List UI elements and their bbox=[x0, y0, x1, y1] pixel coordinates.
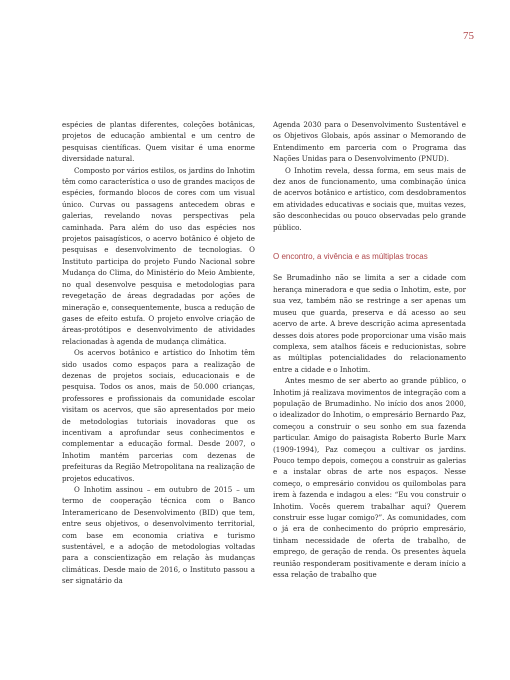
page-number: 75 bbox=[463, 30, 474, 42]
body-paragraph: O Inhotim assinou – em outubro de 2015 – um termo de cooperação técnica com o Banco Interamericano de Desenvolvimento (BID) que tem, entre seus objetivos, o desenvolvimento territorial, com base em economia criativa e turismo sustentável, e a adoção de metodologias voltadas para a conscientização em relação às mudanças climáticas. Desde maio de 2016, o Instituto passou a ser signatário da bbox=[62, 485, 255, 586]
body-paragraph: Composto por vários estilos, os jardins do Inhotim têm como característica o uso de grandes maciços de espécies, formando blocos de cores com um visual único. Curvas ou passagens antecedem obras e galerias, revelando novas perspectivas pela caminhada. Para além do uso das espécies nos projetos paisagísticos, o acervo botânico é objeto de pesquisas e desenvolvimento de tecnologias. O Instituto participa do projeto Fundo Nacional sobre Mudança do Clima, do Ministério do Meio Ambiente, no qual desenvolve pesquisa e metodologias para revegetação de áreas degradadas por ações de mineração e, consequentemente, busca a redução de gases de efeito estufa. O projeto envolve criação de áreas-protótipos e desenvolvimento de atividades relacionadas à agenda de mudança climática. bbox=[62, 165, 255, 346]
section-heading: O encontro, a vivência e as múltiplas trocas bbox=[273, 252, 428, 262]
body-paragraph: O Inhotim revela, dessa forma, em seus mais de dez anos de funcionamento, uma combinação única de acervos botânico e artístico, com desdobramentos em atividades educativas e sociais que, muitas vezes, são desconhecidas ou pouco observadas pelo grande público. bbox=[273, 165, 466, 232]
left-column bbox=[62, 119, 255, 587]
right-column bbox=[273, 119, 466, 580]
body-paragraph: Se Brumadinho não se limita a ser a cidade com herança mineradora e que sedia o Inhotim, este, por sua vez, também não se restringe a ser apenas um museu que guarda, preserva e dá acesso ao seu acervo de arte. A breve descrição acima apresentada desses dois atores pode proporcionar uma visão mais complexa, sem atalhos fáceis e reducionistas, sobre as múltiplas potencialidades do relacionamento entre a cidade e o Inhotim. bbox=[273, 273, 466, 374]
body-paragraph: Agenda 2030 para o Desenvolvimento Sustentável e os Objetivos Globais, após assinar o Memorando de Entendimento em parceria com o Programa das Nações Unidas para o Desenvolvimento (PNUD). bbox=[273, 120, 466, 164]
body-paragraph: Antes mesmo de ser aberto ao grande público, o Inhotim já realizava movimentos de integração com a população de Brumadinho. No início dos anos 2000, o idealizador do Inhotim, o empresário Bernardo Paz, começou a construir o seu sonho em sua fazenda particular. Amigo do paisagista Roberto Burle Marx (1909-1994), Paz começou a cultivar os jardins. Pouco tempo depois, começou a construir as galerias e a instalar obras de arte nos espaços. Nesse começo, o empresário convidou os quilombolas para irem à fazenda e indagou a eles: “Eu vou construir o Inhotim. Vocês querem trabalhar aqui? Querem construir esse lugar comigo?”. As comunidades, com o já era de conhecimento do próprio empresário, tinham necessidade de oferta de trabalho, de emprego, de geração de renda. Os presentes àquela reunião responderam positivamente e deram início a essa relação de trabalho que bbox=[273, 376, 466, 580]
body-paragraph: Os acervos botânico e artístico do Inhotim têm sido usados como espaços para a realização de dezenas de projetos sociais, educacionais e de pesquisa. Todos os anos, mais de 50.000 crianças, professores e profissionais da comunidade escolar visitam os acervos, que são apresentados por meio de metodologias tutoriais inovadoras que os incentivam a aprofundar seus conhecimentos e complementar a educação formal. Desde 2007, o Inhotim mantém parcerias com dezenas de prefeituras da Região Metropolitana na realização de projetos educativos. bbox=[62, 348, 255, 483]
body-paragraph: espécies de plantas diferentes, coleções botânicas, projetos de educação ambiental e um centro de pesquisas científicas. Quem visitar é uma enorme diversidade natural. bbox=[62, 120, 255, 164]
